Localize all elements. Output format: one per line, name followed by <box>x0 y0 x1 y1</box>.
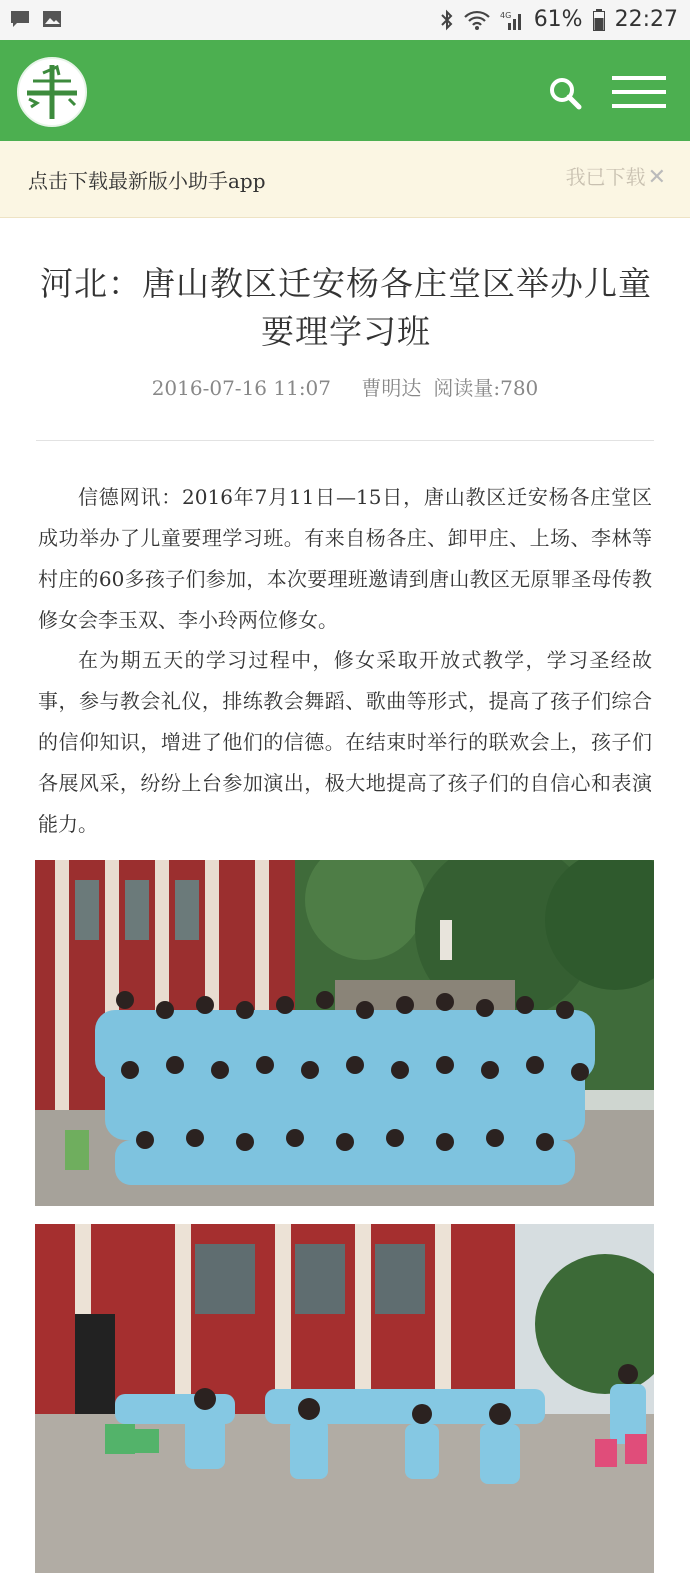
article-paragraph: 信德网讯：2016年7月11日—15日，唐山教区迁安杨各庄堂区成功举办了儿童要理学习班。有来自杨各庄、卸甲庄、上场、李林等村庄的60多孩子们参加，本次要理班邀请到唐山教区无原罪圣母传教修女会李玉双、李小玲两位修女。 <box>38 485 652 632</box>
wifi-icon <box>464 9 490 31</box>
article-date: 2016-07-16 11:07 <box>151 376 332 400</box>
cross-logo-icon[interactable] <box>17 57 87 127</box>
search-icon[interactable] <box>548 76 582 110</box>
signal-4g-icon <box>500 9 524 31</box>
article-author: 曹明达 <box>361 376 422 400</box>
dismiss-banner-button[interactable] <box>566 161 666 190</box>
svg-text:4G: 4G <box>499 10 511 20</box>
dismiss-label: 我已下载 <box>565 165 646 189</box>
battery-icon <box>593 9 605 31</box>
battery-percent: 61% <box>533 7 583 32</box>
divider <box>36 440 654 441</box>
message-notification-icon <box>10 10 30 28</box>
article-views: 阅读量:780 <box>433 376 539 400</box>
article-paragraph: 在为期五天的学习过程中，修女采取开放式教学，学习圣经故事，参与教会礼仪，排练教会舞蹈、歌曲等形式，提高了孩子们综合的信仰知识，增进了他们的信德。在结束时举行的联欢会上，孩子们各展风采，纷纷上台参加演出，极大地提高了孩子们的自信心和表演能力。 <box>38 648 652 836</box>
close-icon: ✕ <box>647 165 666 190</box>
download-app-banner <box>0 141 690 218</box>
status-bar <box>0 0 690 40</box>
site-header <box>0 40 690 141</box>
article-meta <box>0 372 690 401</box>
hamburger-menu-icon[interactable] <box>612 74 666 110</box>
image-notification-icon <box>42 10 62 28</box>
bluetooth-icon <box>440 9 454 31</box>
clock: 22:27 <box>614 7 678 32</box>
download-app-link[interactable]: 点击下载最新版小助手app <box>28 169 266 193</box>
group-photo[interactable] <box>35 860 654 1206</box>
article-title: 河北：唐山教区迁安杨各庄堂区举办儿童要理学习班 <box>40 264 652 351</box>
dance-photo[interactable] <box>35 1224 654 1573</box>
